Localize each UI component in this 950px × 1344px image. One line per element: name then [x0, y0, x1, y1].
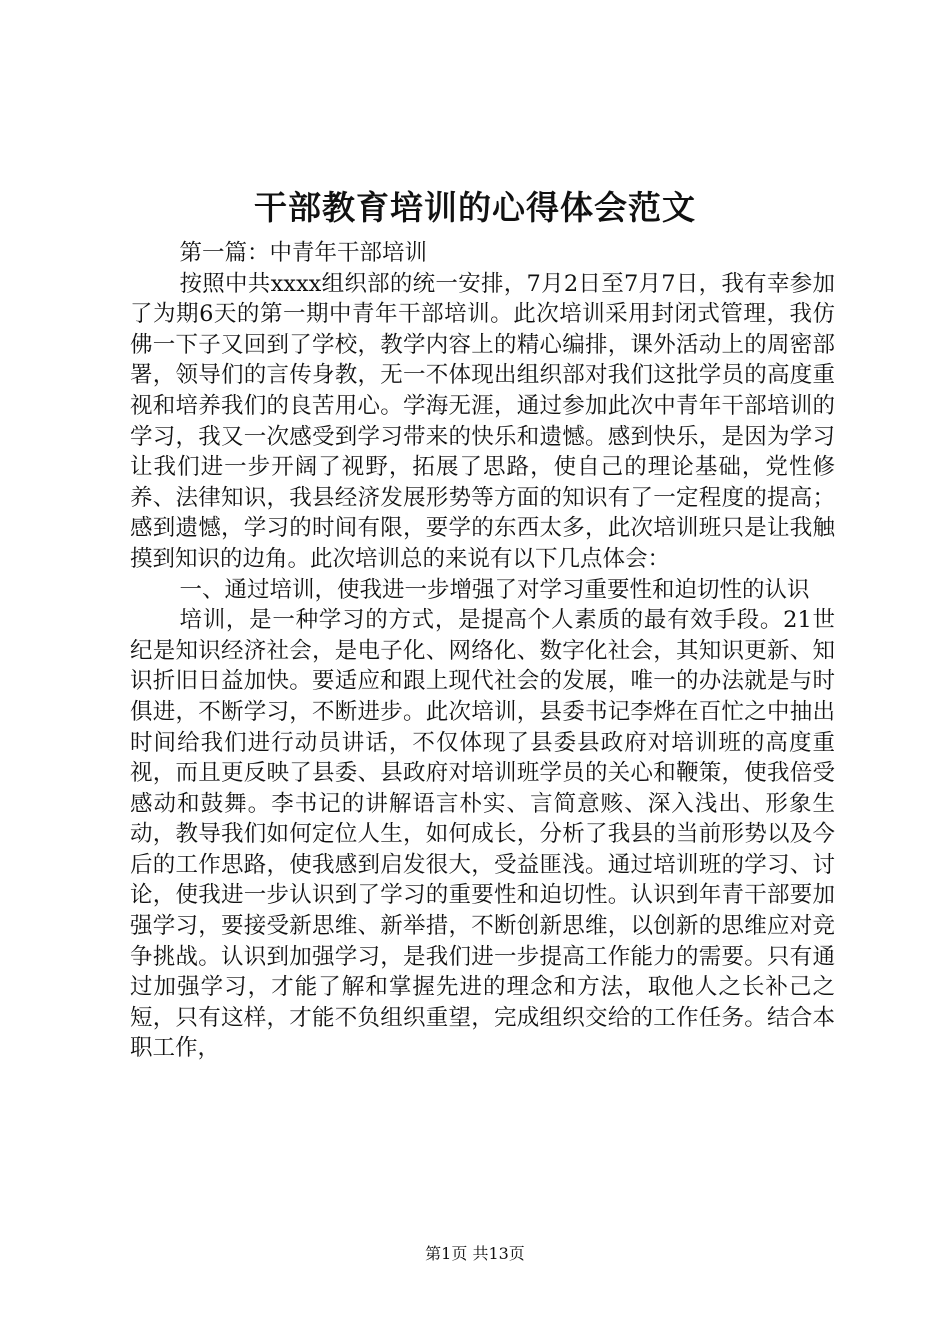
document-title: 干部教育培训的心得体会范文 [254, 188, 696, 227]
body-paragraph: 培训，是一种学习的方式，是提高个人素质的最有效手段。21世纪是知识经济社会，是电子化、网络化、数字化社会，其知识更新、知识折旧日益加快。要适应和跟上现代社会的发展，唯一的办法就是与时俱进，不断学习，不断进步。此次培训，县委书记李烨在百忙之中抽出时间给我们进行动员讲话，不仅体现了县委县政府对培训班的高度重视，而且更反映了县委、县政府对培训班学员的关心和鞭策，使我倍受感动和鼓舞。李书记的讲解语言朴实、言简意赅、深入浅出、形象生动，教导我们如何定位人生，如何成长，分析了我县的当前形势以及今后的工作思路，使我感到启发很大，受益匪浅。通过培训班的学习、讨论，使我进一步认识到了学习的重要性和迫切性。认识到年青干部要加强学习，要接受新思维、新举措，不断创新思维，以创新的思维应对竞争挑战。认识到加强学习，是我们进一步提高工作能力的需要。只有通过加强学习，才能了解和掌握先进的理念和方法，取他人之长补己之短，只有这样，才能不负组织重望，完成组织交给的工作任务。结合本职工作， [130, 607, 835, 1062]
section-heading: 第一篇：中青年干部培训 [179, 240, 428, 266]
subsection-heading: 一、通过培训，使我进一步增强了对学习重要性和迫切性的认识 [179, 576, 810, 603]
page-number-footer: 第1页 共13页 [425, 1244, 525, 1263]
document-body [130, 238, 835, 1064]
body-paragraph: 按照中共xxxx组织部的统一安排，7月2日至7月7日，我有幸参加了为期6天的第一期中青年干部培训。此次培训采用封闭式管理，我仿佛一下子又回到了学校，教学内容上的精心编排，课外活动上的周密部署，领导们的言传身教，无一不体现出组织部对我们这批学员的高度重视和培养我们的良苦用心。学海无涯，通过参加此次中青年干部培训的学习，我又一次感受到学习带来的快乐和遗憾。感到快乐，是因为学习让我们进一步开阔了视野，拓展了思路，使自己的理论基础，党性修养、法律知识，我县经济发展形势等方面的知识有了一定程度的提高；感到遗憾，学习的时间有限，要学的东西太多，此次培训班只是让我触摸到知识的边角。此次培训总的来说有以下几点体会： [130, 270, 835, 572]
